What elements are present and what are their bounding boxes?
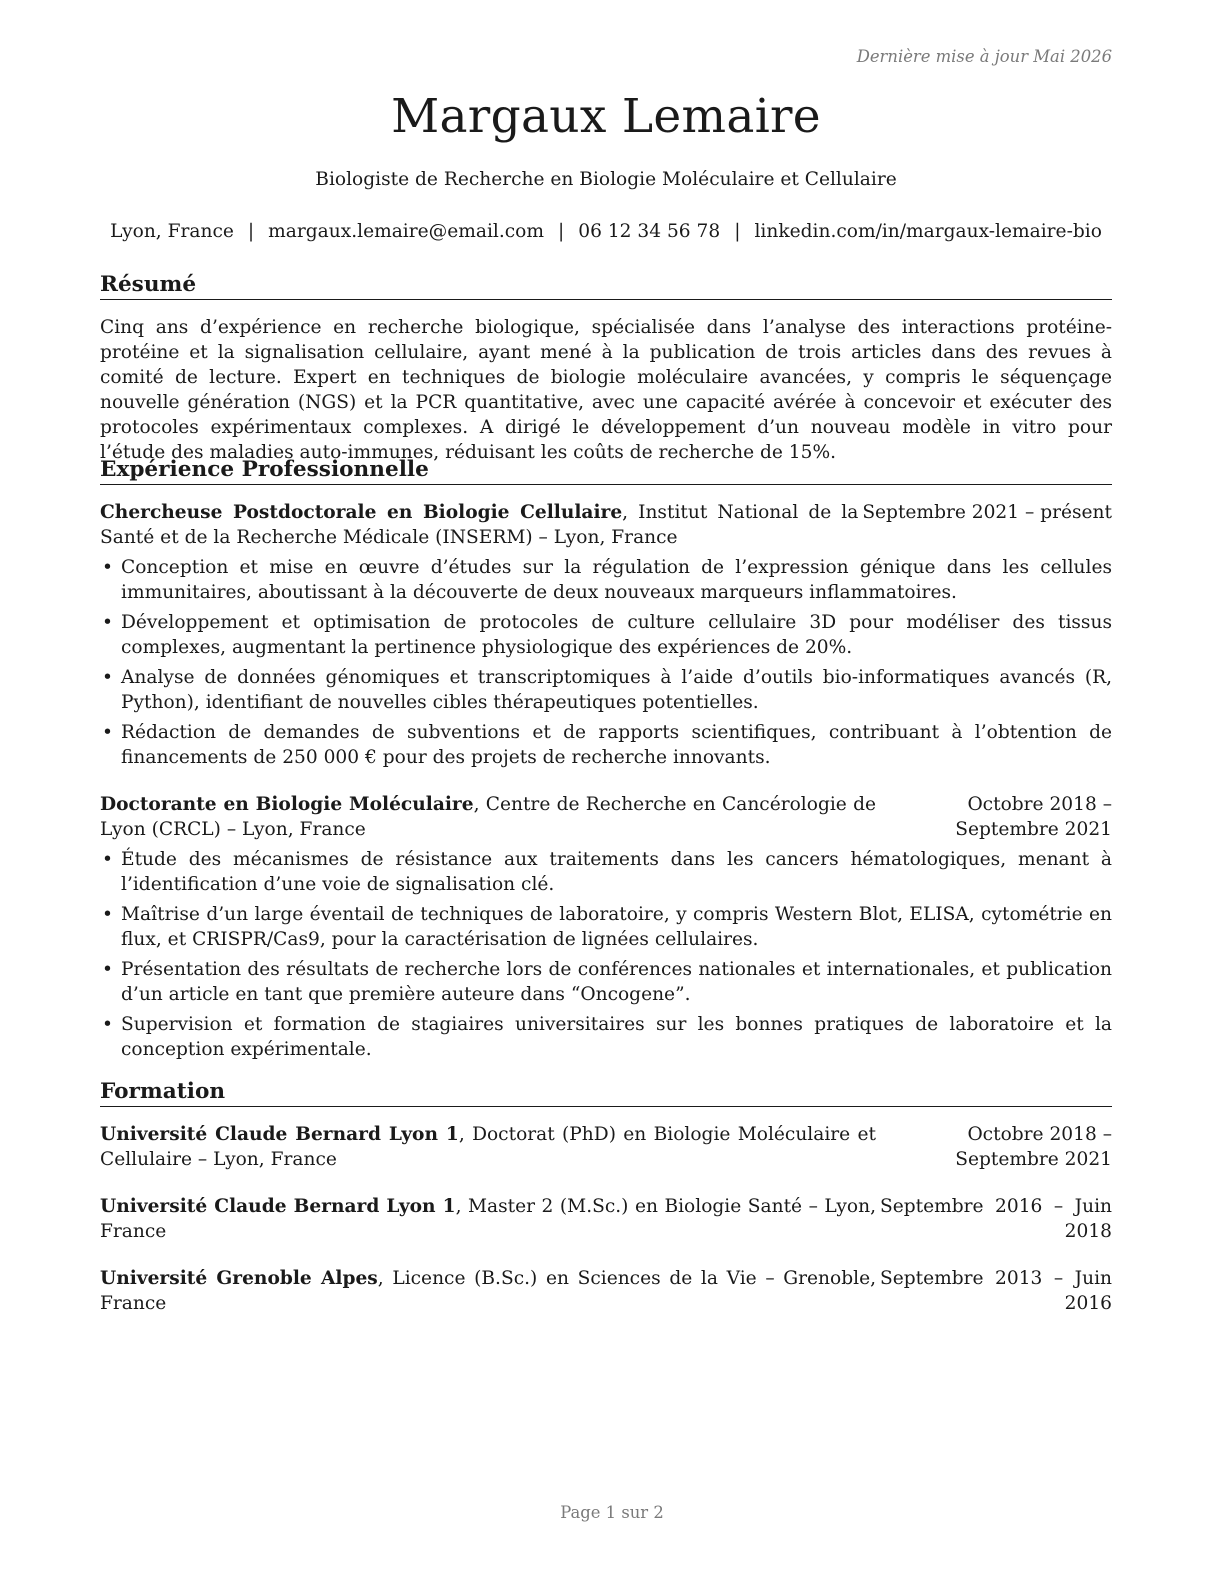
summary-text: Cinq ans d’expérience en recherche biologique, spécialisée dans l’analyse des interactions protéine-protéine et la signalisation cellulaire, ayant mené à la publication de trois articles dans des revues à comité de lecture. Expert en techniques de biologie moléculaire avancées, y compris le séquençage nouvelle génération (NGS) et la PCR quantitative, avec une capacité avérée à concevoir et exécuter des protocoles expérimentaux complexes. A dirigé le développement d’un nouveau modèle in vitro pour l’étude des maladies auto-immunes, réduisant les coûts de recherche de 15%. — [100, 317, 1112, 463]
experience-entry-header — [100, 792, 1112, 842]
contact-separator: | — [247, 221, 255, 242]
contact-location: Lyon, France — [110, 221, 234, 242]
contact-phone[interactable]: 06 12 34 56 78 — [578, 221, 721, 242]
job-achievements — [100, 847, 1112, 1062]
job-organization: , Institut National de la Santé et de la Recherche Médicale (INSERM) – Lyon, France — [100, 502, 859, 548]
school-name: Université Claude Bernard Lyon 1 — [100, 1196, 456, 1217]
experience-entry-heading — [100, 500, 858, 550]
list-item: • Maîtrise d’un large éventail de techniques de laboratoire, y compris Western Blot, ELISA, cytométrie en flux, et CRISPR/Cas9, pour la caractérisation de lignées cellulaires. — [100, 902, 1112, 952]
experience-entry-header — [100, 500, 1112, 550]
list-item: • Analyse de données génomiques et transcriptomiques à l’aide d’outils bio-informatiques avancés (R, Python), identifiant de nouvelles cibles thérapeutiques potentielles. — [100, 665, 1112, 715]
list-item: • Étude des mécanismes de résistance aux traitements dans les cancers hématologiques, menant à l’identification d’une voie de signalisation clé. — [100, 847, 1112, 897]
candidate-title: Biologiste de Recherche en Biologie Moléculaire et Cellulaire — [315, 169, 897, 190]
list-item: • Présentation des résultats de recherche lors de conférences nationales et internationales, et publication d’un article en tant que première auteure dans “Oncogene”. — [100, 957, 1112, 1007]
degree-details: , Doctorat (PhD) en Biologie Moléculaire et Cellulaire – Lyon, France — [100, 1124, 876, 1170]
contact-email[interactable]: margaux.lemaire@email.com — [268, 221, 544, 242]
section-title-summary: Résumé — [100, 271, 1112, 300]
list-item: • Développement et optimisation de protocoles de culture cellulaire 3D pour modéliser des tissus complexes, augmentant la pertinence physiologique des expériences de 20%. — [100, 610, 1112, 660]
job-role: Chercheuse Postdoctorale en Biologie Cellulaire — [100, 502, 623, 523]
school-name: Université Claude Bernard Lyon 1 — [100, 1124, 459, 1145]
job-achievements — [100, 555, 1112, 770]
education-dates: Octobre 2018 – Septembre 2021 — [955, 1124, 1112, 1170]
experience-entry-heading — [100, 792, 876, 842]
section-title-experience: Expérience Professionnelle — [100, 456, 1112, 485]
education-entry-heading — [100, 1194, 876, 1244]
education-entry-header — [100, 1194, 1112, 1244]
education-dates: Septembre 2013 – Juin 2016 — [880, 1268, 1112, 1314]
degree-details: , Master 2 (M.Sc.) en Biologie Santé – Lyon, France — [100, 1196, 876, 1242]
experience-section — [100, 456, 1112, 1084]
education-dates: Septembre 2016 – Juin 2018 — [880, 1196, 1112, 1242]
job-organization: , Centre de Recherche en Cancérologie de Lyon (CRCL) – Lyon, France — [100, 794, 876, 840]
list-item: • Conception et mise en œuvre d’études sur la régulation de l’expression génique dans les cellules immunitaires, aboutissant à la découverte de deux nouveaux marqueurs inflammatoires. — [100, 555, 1112, 605]
experience-entry — [100, 792, 1112, 1062]
list-item: • Rédaction de demandes de subventions et de rapports scientifiques, contribuant à l’obtention de financements de 250 000 € pour des projets de recherche innovants. — [100, 720, 1112, 770]
education-entry-header — [100, 1266, 1112, 1316]
contact-line — [100, 219, 1112, 244]
education-entry-heading — [100, 1266, 876, 1316]
contact-linkedin[interactable]: linkedin.com/in/margaux-lemaire-bio — [754, 221, 1102, 242]
page-number: Page 1 sur 2 — [560, 1503, 664, 1522]
education-entry — [100, 1266, 1112, 1316]
job-role: Doctorante en Biologie Moléculaire — [100, 794, 474, 815]
candidate-name: Margaux Lemaire — [391, 89, 821, 144]
contact-separator: | — [558, 221, 565, 242]
education-section — [100, 1078, 1112, 1338]
degree-details: , Licence (B.Sc.) en Sciences de la Vie – Grenoble, France — [100, 1268, 876, 1314]
summary-section — [100, 271, 1112, 465]
education-entry — [100, 1194, 1112, 1244]
contact-separator: | — [734, 221, 741, 242]
school-name: Université Grenoble Alpes — [100, 1268, 378, 1289]
education-entry-header — [100, 1122, 1112, 1172]
education-entry — [100, 1122, 1112, 1172]
job-dates: Septembre 2021 – présent — [862, 502, 1112, 523]
education-entry-heading — [100, 1122, 876, 1172]
list-item: • Supervision et formation de stagiaires universitaires sur les bonnes pratiques de laboratoire et la conception expérimentale. — [100, 1012, 1112, 1062]
experience-entry — [100, 500, 1112, 770]
section-title-education: Formation — [100, 1078, 1112, 1107]
last-updated-date: Dernière mise à jour Mai 2026 — [856, 47, 1112, 66]
job-dates: Octobre 2018 – Septembre 2021 — [955, 794, 1112, 840]
